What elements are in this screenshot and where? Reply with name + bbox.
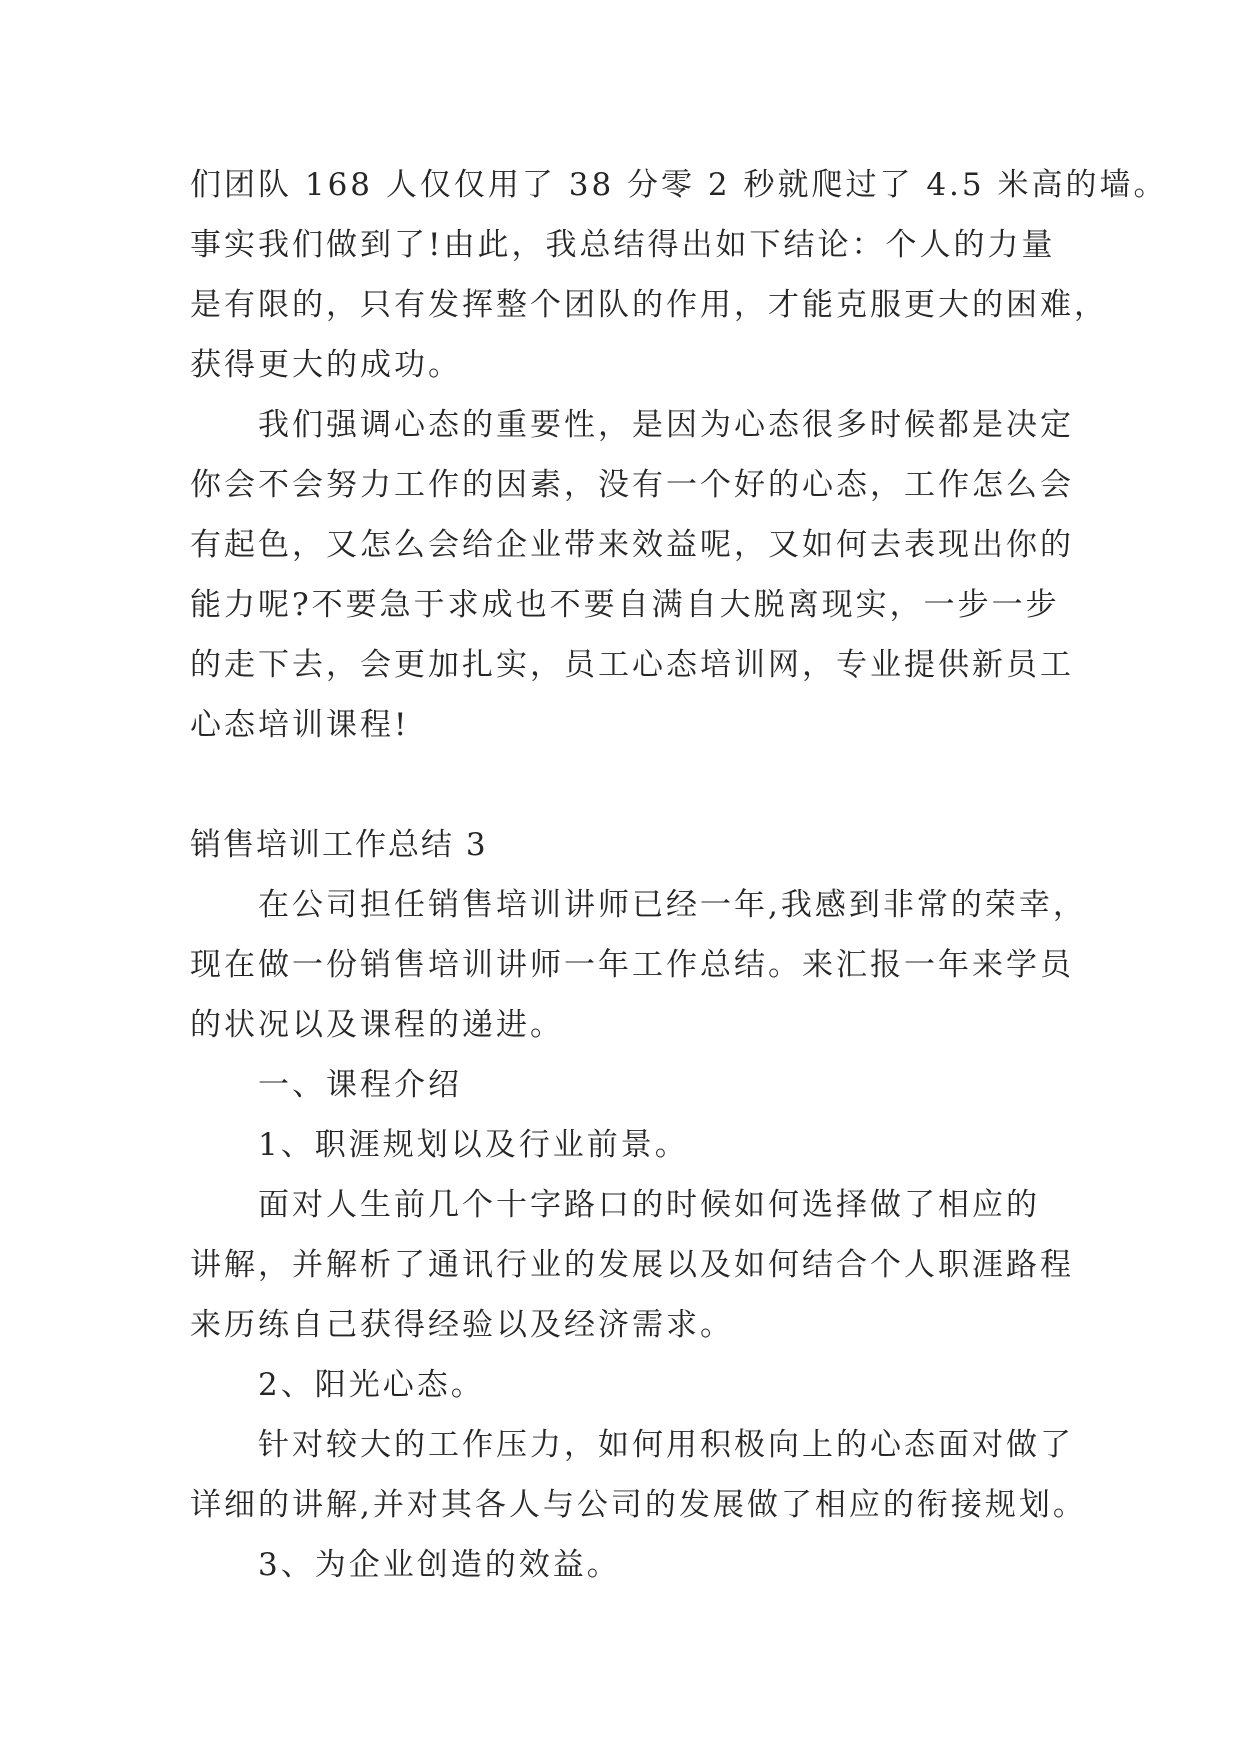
text-line: 讲解，并解析了通讯行业的发展以及如何结合个人职涯路程 — [190, 1247, 1074, 1283]
text-line: 针对较大的工作压力，如何用积极向上的心态面对做了 — [258, 1427, 1074, 1463]
text-line: 我们强调心态的重要性，是因为心态很多时候都是决定 — [258, 407, 1074, 443]
section-heading: 销售培训工作总结 3 — [190, 827, 488, 863]
text-line: 事实我们做到了!由此，我总结得出如下结论：个人的力量 — [190, 227, 1056, 263]
text-line: 面对人生前几个十字路口的时候如何选择做了相应的 — [258, 1187, 1040, 1223]
text-line: 的走下去，会更加扎实，员工心态培训网，专业提供新员工 — [190, 647, 1074, 683]
list-item-title: 3、为企业创造的效益。 — [258, 1547, 621, 1583]
text-line: 现在做一份销售培训讲师一年工作总结。来汇报一年来学员 — [190, 947, 1074, 983]
text-line: 详细的讲解,并对其各人与公司的发展做了相应的衔接规划。 — [190, 1487, 1087, 1523]
text-line: 在公司担任销售培训讲师已经一年,我感到非常的荣幸， — [258, 887, 1087, 923]
text-line: 有起色，又怎么会给企业带来效益呢，又如何去表现出你的 — [190, 527, 1074, 563]
text-line: 来历练自己获得经验以及经济需求。 — [190, 1307, 734, 1343]
text-line: 你会不会努力工作的因素，没有一个好的心态，工作怎么会 — [190, 467, 1074, 503]
document-body — [190, 155, 1168, 1595]
text-line: 能力呢?不要急于求成也不要自满自大脱离现实，一步一步 — [190, 587, 1060, 623]
text-line: 们团队 168 人仅仅用了 38 分零 2 秒就爬过了 4.5 米高的墙。 — [190, 167, 1168, 203]
subsection-heading: 一、课程介绍 — [258, 1067, 462, 1103]
text-line: 是有限的，只有发挥整个团队的作用，才能克服更大的困难， — [190, 287, 1108, 323]
list-item-title: 1、职涯规划以及行业前景。 — [258, 1127, 689, 1163]
text-line: 的状况以及课程的递进。 — [190, 1007, 564, 1043]
list-item-title: 2、阳光心态。 — [258, 1367, 485, 1403]
paragraph-gap — [190, 755, 1070, 815]
text-line: 心态培训课程! — [190, 707, 410, 743]
text-line: 获得更大的成功。 — [190, 347, 462, 383]
